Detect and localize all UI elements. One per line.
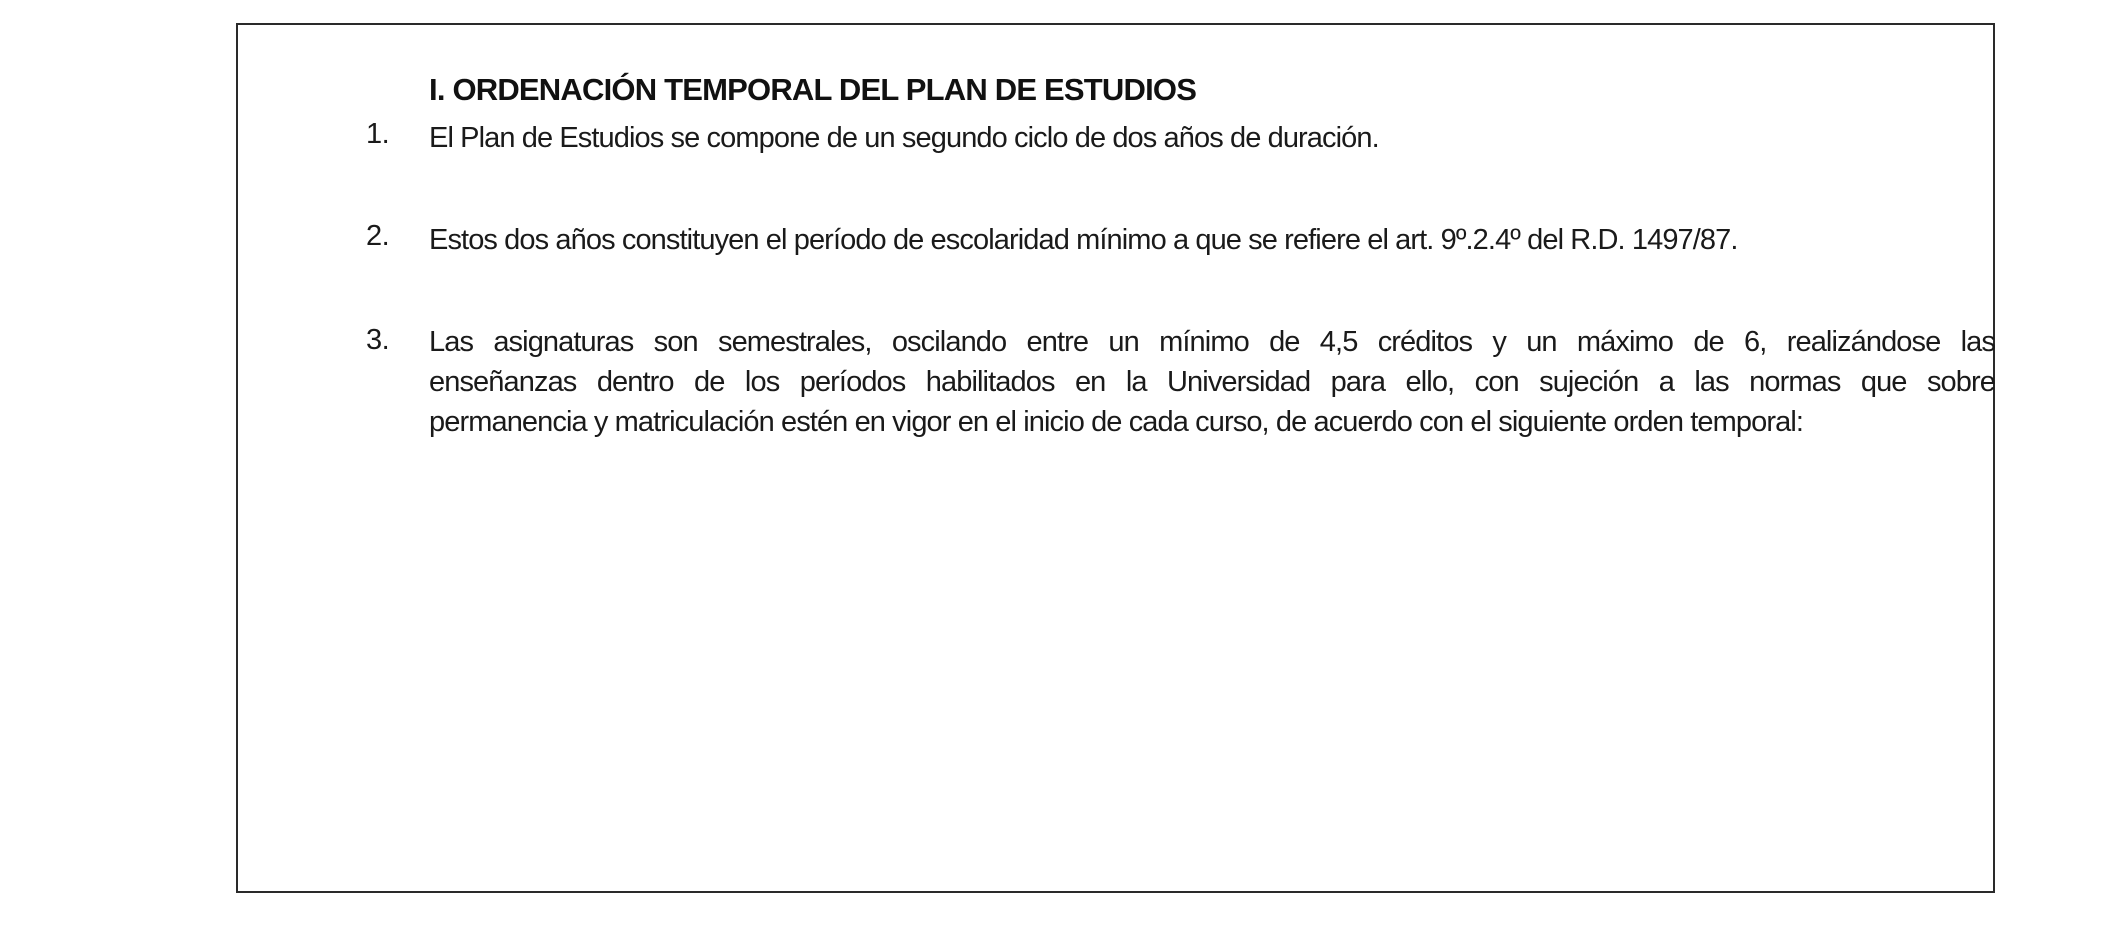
text-line: Las asignaturas son semestrales, oscilando entre un mínimo de 4,5 créditos y un máximo de 6, realizándose las xyxy=(429,326,1995,358)
section-title: I. ORDENACIÓN TEMPORAL DEL PLAN DE ESTUDIOS xyxy=(429,72,1197,107)
text-line: enseñanzas dentro de los períodos habilitados en la Universidad para ello, con sujeción a las normas que sobre xyxy=(429,366,1995,398)
list-item-text xyxy=(429,118,1379,158)
list-item-number: 3. xyxy=(366,324,390,356)
text-line: El Plan de Estudios se compone de un segundo ciclo de dos años de duración. xyxy=(429,122,1379,154)
list-item-text xyxy=(429,220,1738,260)
text-line: permanencia y matriculación estén en vigor en el inicio de cada curso, de acuerdo con el siguiente orden temporal: xyxy=(429,406,1804,438)
list-item-number: 1. xyxy=(366,118,390,150)
list-item-number: 2. xyxy=(366,220,390,252)
text-line: Estos dos años constituyen el período de escolaridad mínimo a que se refiere el art. 9º.2.4º del R.D. 1497/87. xyxy=(429,224,1738,256)
list-item-text xyxy=(429,322,1995,442)
